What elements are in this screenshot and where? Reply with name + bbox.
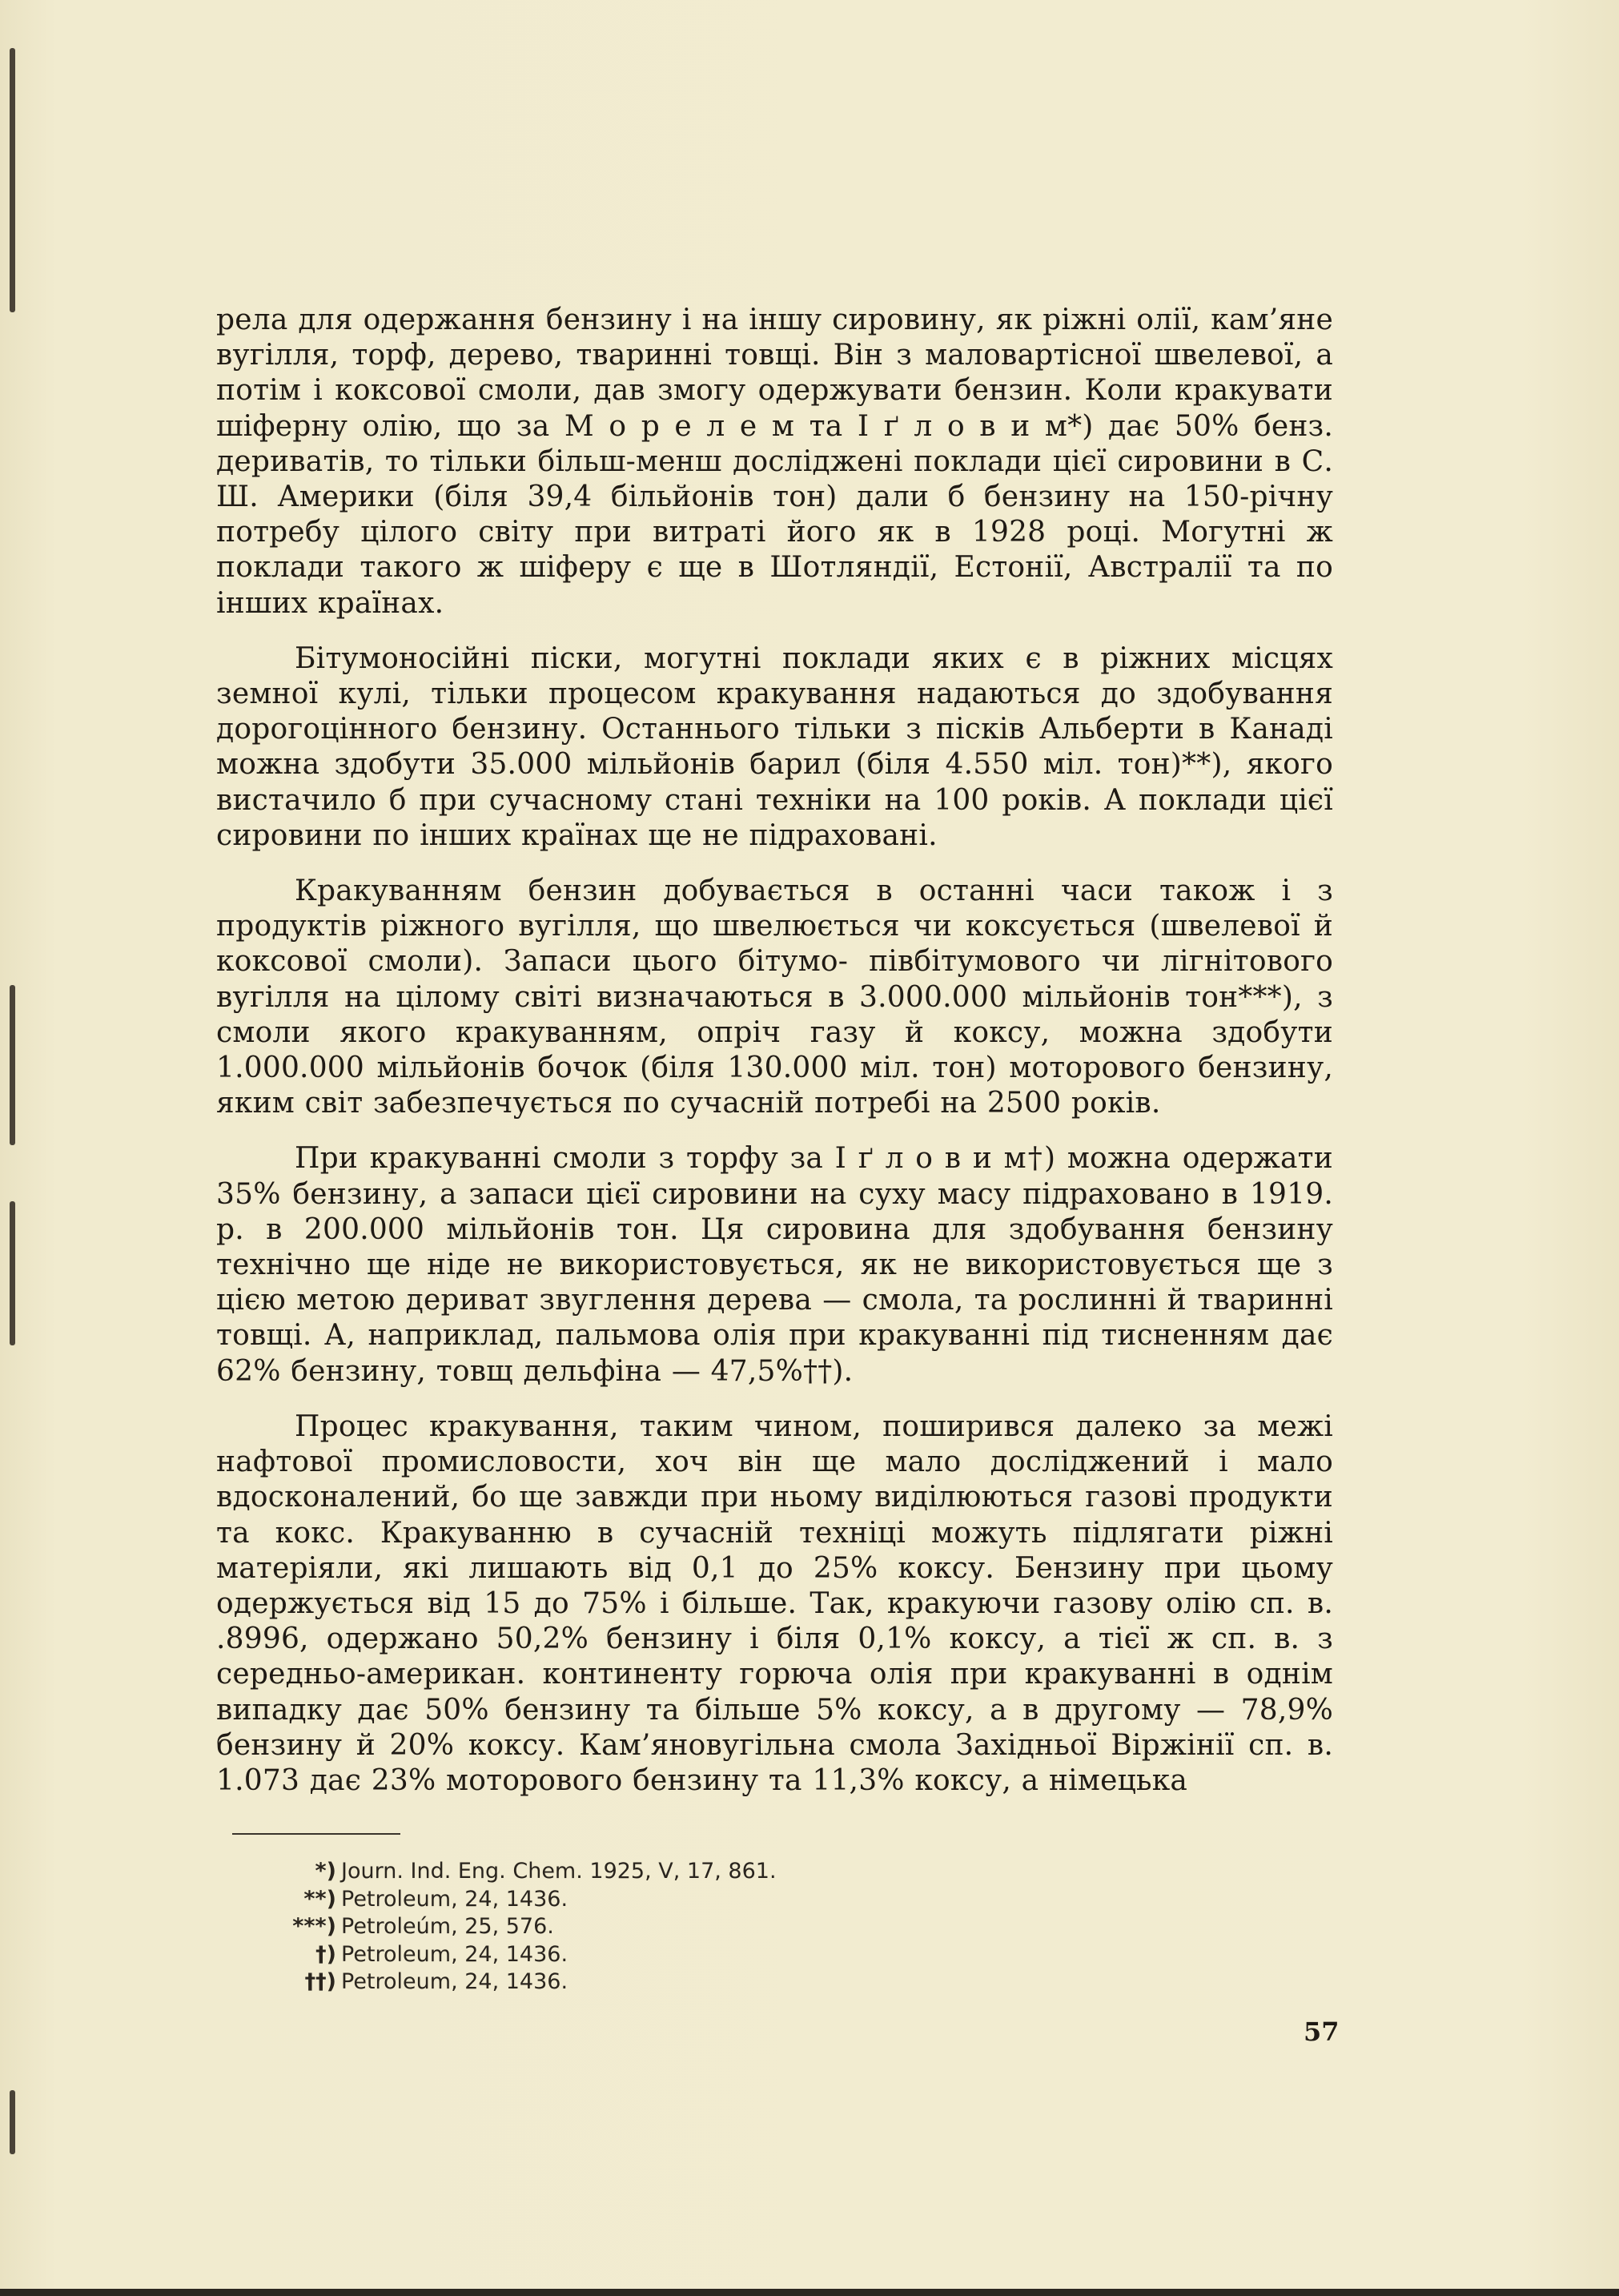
footnote (240, 1941, 1041, 1969)
binding-mark (10, 48, 15, 312)
body-text (216, 303, 1333, 1799)
page-number: 57 (1304, 2017, 1340, 2047)
paragraph: Бітумоносійні піски, могутні поклади яких є в ріжних місцях земної кулі, тільки процесом кракування надаються до здобування дорогоцінного бензину. Останнього тільки з пісків Альберти в Канаді можна здобути 35.000 мільйонів барил (біля 4.550 міл. тон)**), якого вистачило б при сучасному стані техніки на 100 років. А поклади цієї сировини по інших країнах ще не підраховані. (216, 641, 1333, 852)
footnote-text: Petroleum, 24, 1436. (341, 1886, 568, 1912)
paragraph: Кракуванням бензин добувається в останні часи також і з продуктів ріжного вугілля, що швелюється чи коксується (швелевої й коксової смоли). Запаси цього бітумо- півбітумового чи лігнітового вугілля на цілому світі визначаються в 3.000.000 мільйонів тон***), з смоли якого кракуванням, опріч газу й коксу, можна здобути 1.000.000 мільйонів бочок (біля 130.000 міл. тон) моторового бензину, яким світ забезпечується по сучасній потребі на 2500 років. (216, 875, 1333, 1120)
paragraph: При кракуванні смоли з торфу за І ґ л о в и м†) можна одержати 35% бензину, а запаси цієї сировини на суху масу підраховано в 1919. р. в 200.000 мільйонів тон. Ця сировина для здобування бензину технічно ще ніде не використовується, як не використовується ще з цією метою дериват звуглення дерева — смола, та рослинні й тваринні товщі. А, наприклад, пальмова олія при кракуванні під тисненням дає 62% бензину, товщ дельфіна — 47,5%††). (216, 1142, 1333, 1388)
paragraph: Процес кракування, таким чином, поширився далеко за межі нафтової промисловости, хоч він ще мало досліджений і мало вдосконалений, бо ще завжди при ньому виділюються газові продукти та кокс. Кракуванню в сучасній техніці можуть підлягати ріжні матеріяли, які лишають від 0,1 до 25% коксу. Бензину при цьому одержується від 15 до 75% і більше. Так, кракуючи газову олію сп. в. .8996, одержано 50,2% бензину і біля 0,1% коксу, а тієї ж сп. в. з середньо-американ. континенту горюча олія при кракуванні в однім випадку дає 50% бензину та більше 5% коксу, а в другому — 78,9% бензину й 20% коксу. Кам’яновугільна смола Західньої Віржінії сп. в. 1.073 дає 23% моторового бензину та 11,3% коксу, а німецька (216, 1409, 1333, 1797)
scan-bottom-edge (0, 2289, 1619, 2296)
footnote (240, 1886, 1041, 1914)
footnote (240, 1968, 1041, 1996)
footnote-mark: ***) (292, 1914, 336, 1939)
footnote-mark: †) (315, 1941, 336, 1967)
footnote-text: Petroleúm, 25, 576. (341, 1914, 554, 1939)
footnote-mark: *) (315, 1859, 336, 1884)
footnote-text: Petroleum, 24, 1436. (341, 1969, 568, 1994)
paragraph: рела для одержання бензину і на іншу сировину, як ріжні олії, кам’яне вугілля, торф, дерево, тваринні товщі. Він з маловартісної швелевої, а потім і коксової смоли, дав змогу одержувати бензин. Коли кракувати шіферну олію, що за М о р е л е м та І ґ л о в и м*) дає 50% бенз. дериватів, то тільки більш-менш досліджені поклади цієї сировини в С. Ш. Америки (біля 39,4 більйонів тон) дали б бензину на 150-річну потребу цілого світу при витраті його як в 1928 році. Могутні ж поклади такого ж шіферу є ще в Шотляндії, Естонії, Австралії та по інших країнах. (216, 304, 1333, 620)
footnote-text: Petroleum, 24, 1436. (341, 1941, 568, 1967)
footnotes (240, 1858, 1041, 1996)
footnote-mark: ††) (304, 1969, 336, 1994)
footnote (240, 1913, 1041, 1941)
binding-mark (10, 985, 15, 1145)
footnote-mark: **) (303, 1886, 336, 1912)
footnote (240, 1858, 1041, 1886)
footnote-divider (232, 1833, 400, 1835)
binding-mark (10, 1201, 15, 1345)
footnote-text: Journ. Ind. Eng. Chem. 1925, V, 17, 861. (341, 1859, 777, 1884)
binding-mark (10, 2090, 15, 2154)
